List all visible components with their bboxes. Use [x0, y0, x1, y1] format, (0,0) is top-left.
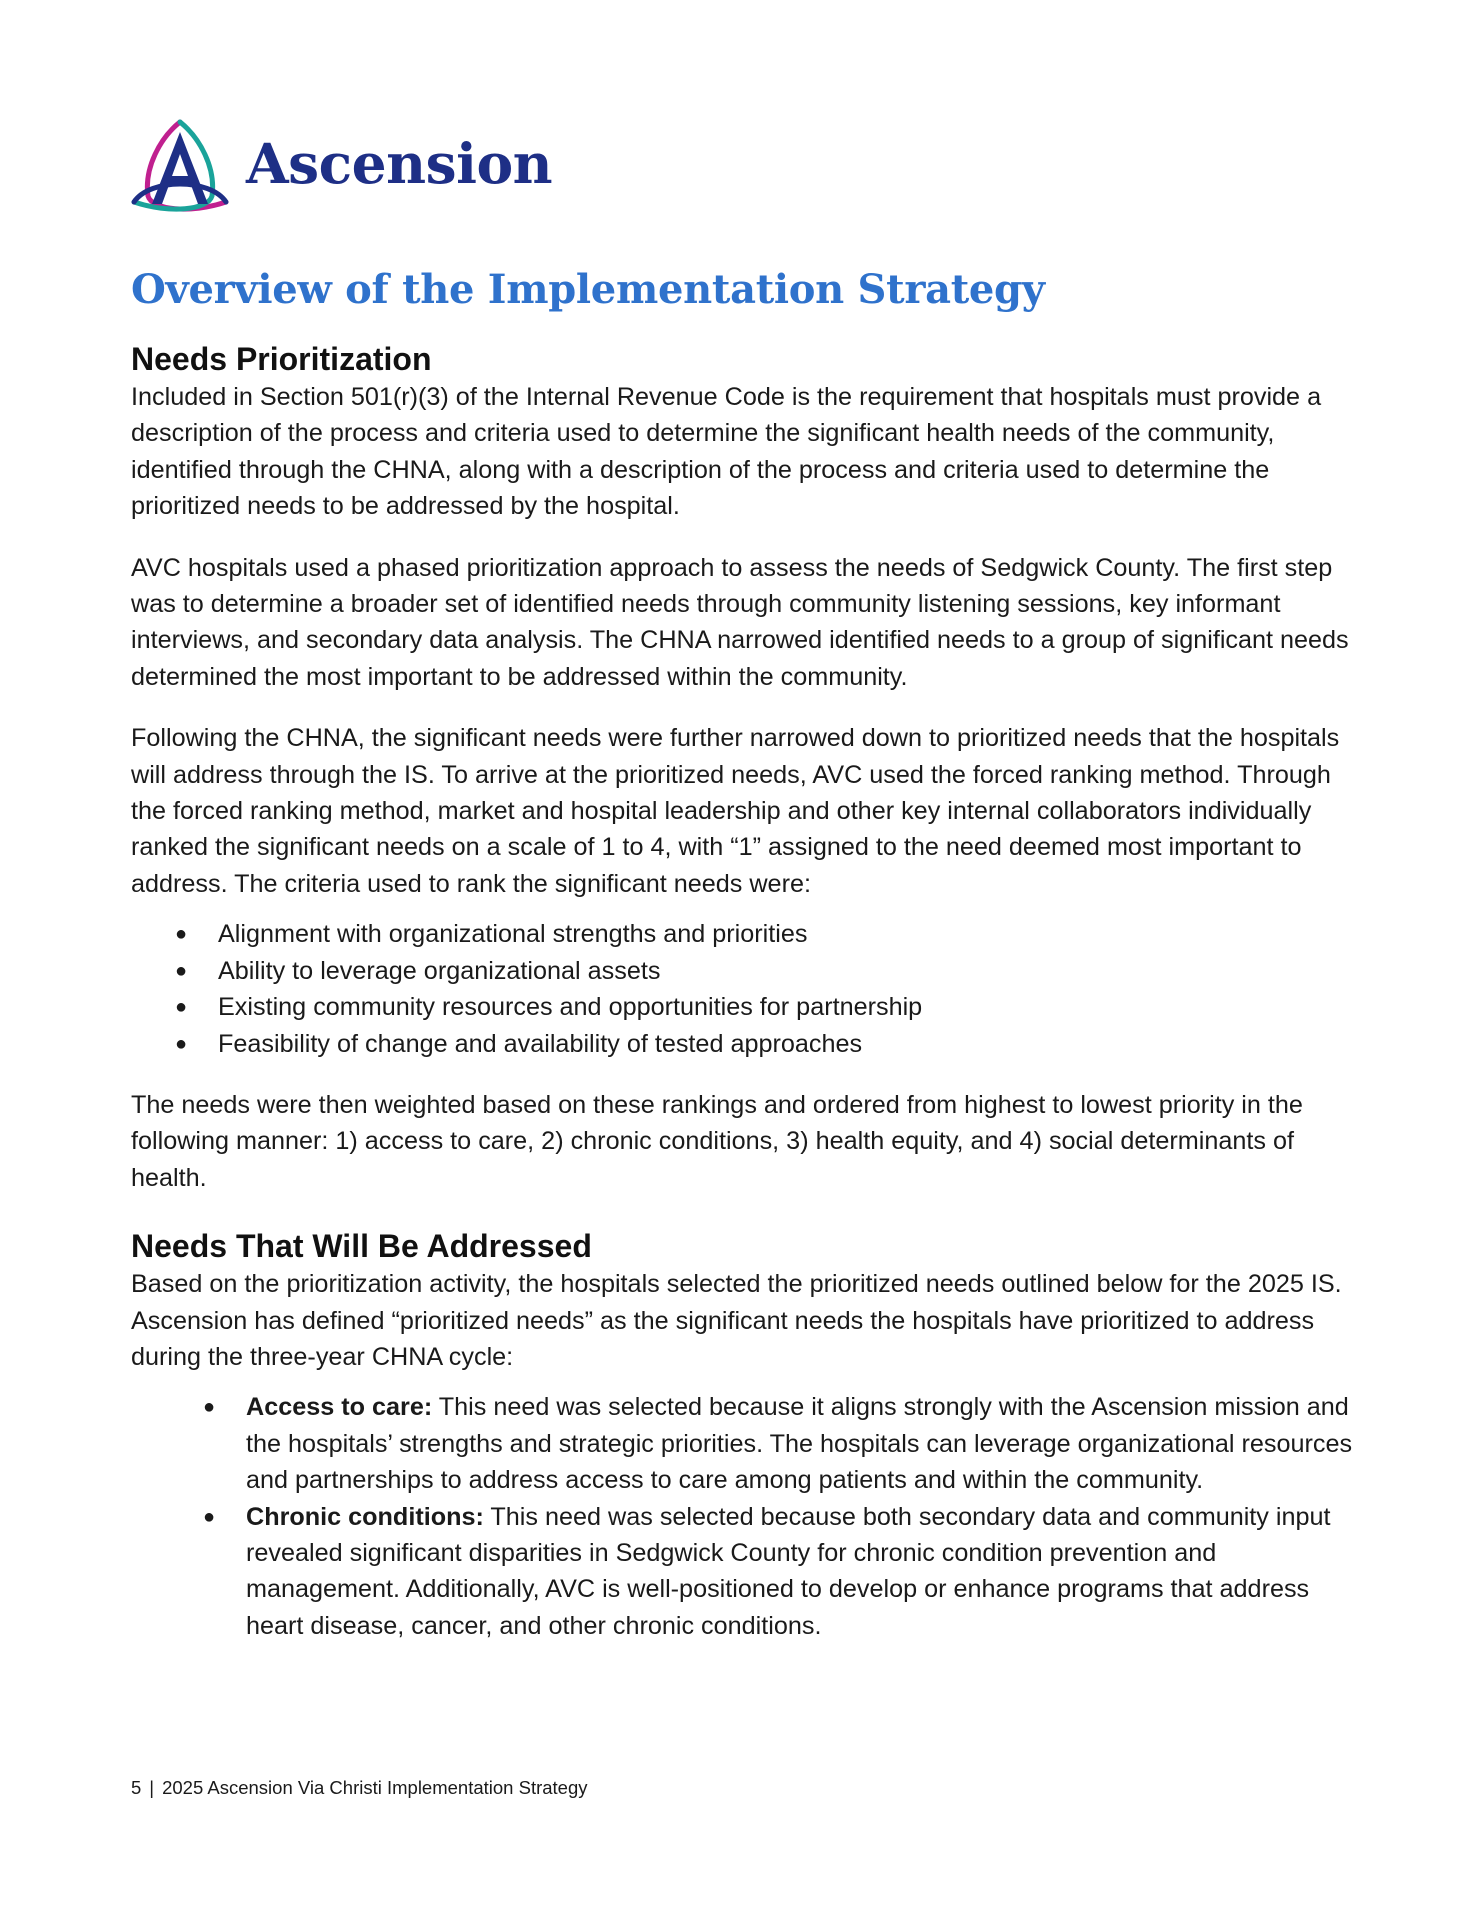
bullet-icon: ●: [175, 959, 188, 982]
bullet-icon: ●: [175, 923, 188, 946]
bullet-icon: ●: [203, 1505, 216, 1528]
list-item: ● Existing community resources and opportunities for partnership: [131, 989, 1361, 1025]
ascension-wordmark: Ascension: [246, 130, 553, 196]
ascension-logo: [130, 118, 552, 214]
paragraph-forced-ranking: Following the CHNA, the significant needs were further narrowed down to prioritized needs that the hospitals will address through the IS. To arrive at the prioritized needs, AVC used the forced ranking method. Through the forced ranking method, market and hospital leadership and other key internal collaborators individually ranked the significant needs on a scale of 1 to 4, with “1” assigned to the need deemed most important to address. The criteria used to rank the significant needs were:: [131, 724, 1340, 898]
list-item: ● Ability to leverage organizational assets: [131, 953, 1361, 989]
need-label: Chronic conditions:: [246, 1502, 484, 1531]
paragraph-prioritized-needs-intro: Based on the prioritization activity, the hospitals selected the prioritized needs outlined below for the 2025 IS. Ascension has defined “prioritized needs” as the significant needs the hospitals have prioritized to address during the three-year CHNA cycle:: [131, 1270, 1342, 1371]
footer-separator: |: [149, 1777, 155, 1798]
bullet-icon: ●: [175, 996, 188, 1019]
page-number: 5: [131, 1777, 142, 1798]
main-content: [131, 262, 1361, 1644]
bullet-icon: ●: [203, 1396, 216, 1419]
bullet-icon: ●: [175, 1032, 188, 1055]
section-heading-needs-addressed: Needs That Will Be Addressed: [131, 1228, 592, 1265]
list-item: ● Alignment with organizational strengths and priorities: [131, 916, 1361, 952]
page-title: Overview of the Implementation Strategy: [131, 266, 1045, 313]
need-description: This need was selected because it aligns strongly with the Ascension mission and the hospitals’ strengths and strategic priorities. The hospitals can leverage organizational resources and partnerships to address access to care among patients and within the community.: [246, 1393, 1353, 1495]
paragraph-phased-approach: AVC hospitals used a phased prioritization approach to assess the needs of Sedgwick County. The first step was to determine a broader set of identified needs through community listening sessions, key informant interviews, and secondary data analysis. The CHNA narrowed identified needs to a group of significant needs determined the most important to be addressed within the community.: [131, 553, 1349, 691]
prioritized-needs-list: [131, 1389, 1361, 1644]
section-heading-needs-prioritization: Needs Prioritization: [131, 341, 432, 377]
list-item: [131, 1499, 1361, 1645]
list-item: [131, 1389, 1361, 1498]
page-footer: [131, 1776, 588, 1800]
footer-document-name: 2025 Ascension Via Christi Implementation Strategy: [162, 1777, 588, 1798]
need-description: This need was selected because both secondary data and community input revealed significant disparities in Sedgwick County for chronic condition prevention and management. Additionally, AVC is well-positioned to develop or enhance programs that address heart disease, cancer, and other chronic conditions.: [246, 1502, 1331, 1640]
paragraph-501r3: Included in Section 501(r)(3) of the Internal Revenue Code is the requirement that hospitals must provide a description of the process and criteria used to determine the significant health needs of the community, identified through the CHNA, along with a description of the process and criteria used to determine the prioritized needs to be addressed by the hospital.: [131, 383, 1322, 521]
list-item: ● Feasibility of change and availability of tested approaches: [131, 1026, 1361, 1062]
ascension-trinity-icon: [130, 118, 230, 214]
need-label: Access to care:: [246, 1393, 433, 1422]
criteria-list: [131, 916, 1361, 1062]
paragraph-weighted-order: The needs were then weighted based on these rankings and ordered from highest to lowest priority in the following manner: 1) access to care, 2) chronic conditions, 3) health equity, and 4) social determinants of health.: [131, 1090, 1303, 1192]
